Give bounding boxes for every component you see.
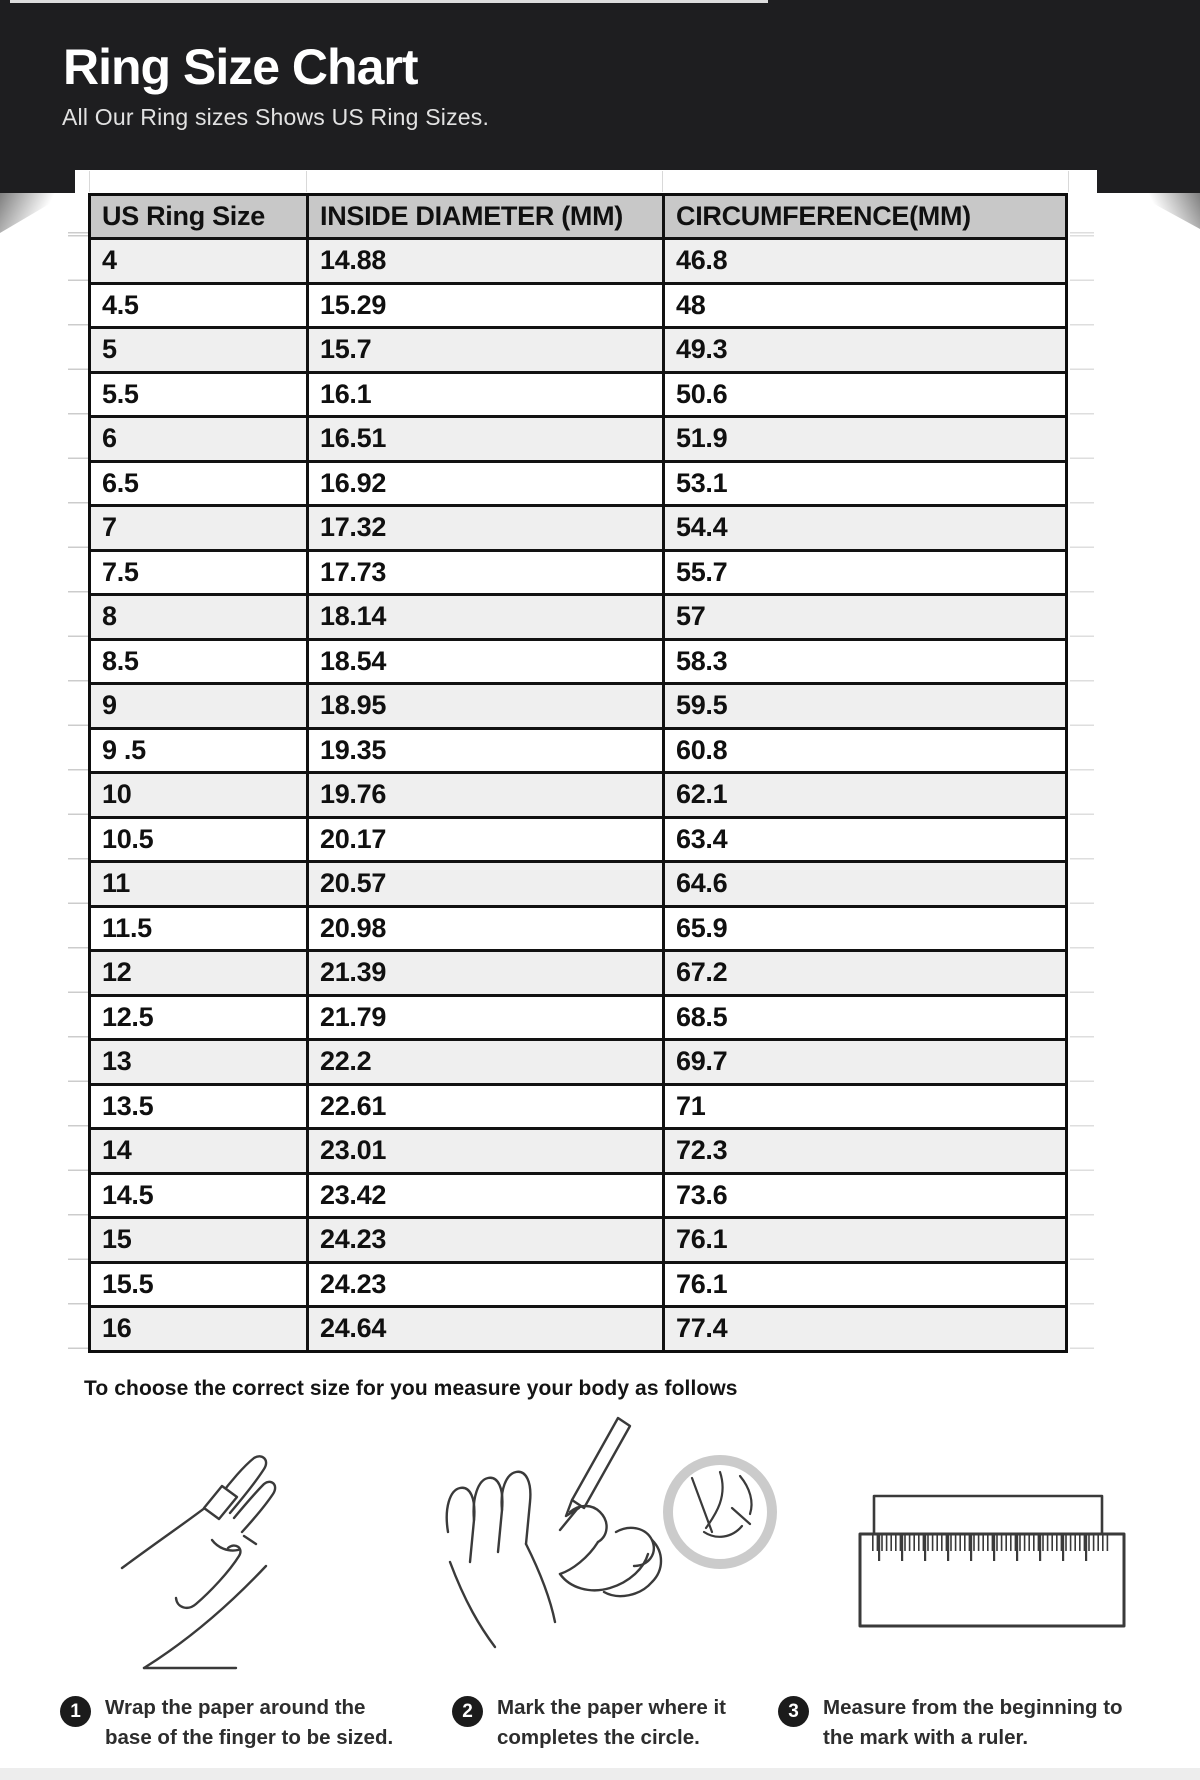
table-cell: 60.8 (665, 730, 1065, 772)
step-1-number-badge: 1 (60, 1696, 91, 1727)
step-3-number-badge: 3 (778, 1696, 809, 1727)
table-cell: 46.8 (665, 240, 1065, 282)
table-cell: 21.39 (309, 952, 662, 994)
table-cell: 69.7 (665, 1041, 1065, 1083)
bottom-edge-strip (0, 1768, 1200, 1780)
table-cell: 63.4 (665, 819, 1065, 861)
step-1-line2: base of the finger to be sized. (105, 1726, 394, 1749)
table-cell: 20.57 (309, 863, 662, 905)
table-cell: 16.51 (309, 418, 662, 460)
table-cell: 55.7 (665, 552, 1065, 594)
ring-size-table (88, 193, 1068, 1353)
column-header: US Ring Size (91, 196, 306, 237)
instructions-intro: To choose the correct size for you measure your body as follows (84, 1377, 738, 1400)
table-cell: 64.6 (665, 863, 1065, 905)
table-cell: 67.2 (665, 952, 1065, 994)
column-header: INSIDE DIAMETER (MM) (309, 196, 662, 237)
table-cell: 24.64 (309, 1308, 662, 1350)
gridline-segment (306, 171, 307, 192)
table-cell: 22.61 (309, 1086, 662, 1128)
column-header: CIRCUMFERENCE(MM) (665, 196, 1065, 237)
step-1 (60, 1693, 393, 1753)
table-cell: 6 (91, 418, 306, 460)
table-cell: 65.9 (665, 908, 1065, 950)
table-cell: 15.5 (91, 1264, 306, 1306)
table-cell: 15.29 (309, 285, 662, 327)
step-3-text (823, 1693, 1123, 1753)
table-cell: 76.1 (665, 1264, 1065, 1306)
step-3-line2: the mark with a ruler. (823, 1726, 1029, 1749)
table-cell: 57 (665, 596, 1065, 638)
ribbon-curl-shadow-left (0, 193, 68, 233)
table-cell: 62.1 (665, 774, 1065, 816)
ruler-measure-illustration (852, 1490, 1132, 1632)
table-cell: 5 (91, 329, 306, 371)
step-3 (778, 1693, 1123, 1753)
table-cell: 76.1 (665, 1219, 1065, 1261)
page-title: Ring Size Chart (63, 39, 418, 95)
row-gridline-ticks-left (68, 196, 90, 1356)
table-cell: 10.5 (91, 819, 306, 861)
table-cell: 4.5 (91, 285, 306, 327)
table-cell: 13.5 (91, 1086, 306, 1128)
table-cell: 11 (91, 863, 306, 905)
table-cell: 71 (665, 1086, 1065, 1128)
table-cell: 9 .5 (91, 730, 306, 772)
table-cell: 72.3 (665, 1130, 1065, 1172)
table-cell: 7.5 (91, 552, 306, 594)
table-cell: 23.01 (309, 1130, 662, 1172)
table-cell: 7 (91, 507, 306, 549)
hand-wrap-paper-illustration (108, 1448, 338, 1688)
table-cell: 11.5 (91, 908, 306, 950)
table-cell: 12.5 (91, 997, 306, 1039)
step-2-number-badge: 2 (452, 1696, 483, 1727)
table-cell: 58.3 (665, 641, 1065, 683)
hand-mark-paper-illustration (420, 1412, 780, 1667)
table-cell: 16.92 (309, 463, 662, 505)
table-cell: 53.1 (665, 463, 1065, 505)
page-subtitle: All Our Ring sizes Shows US Ring Sizes. (62, 104, 490, 130)
table-cell: 20.98 (309, 908, 662, 950)
step-3-line1: Measure from the beginning to (823, 1696, 1123, 1719)
table-cell: 14 (91, 1130, 306, 1172)
row-gridline-ticks-right (1070, 196, 1094, 1356)
table-cell: 23.42 (309, 1175, 662, 1217)
table-cell: 8 (91, 596, 306, 638)
table-cell: 18.14 (309, 596, 662, 638)
table-cell: 18.95 (309, 685, 662, 727)
table-cell: 19.76 (309, 774, 662, 816)
table-cell: 17.73 (309, 552, 662, 594)
table-cell: 15.7 (309, 329, 662, 371)
table-cell: 20.17 (309, 819, 662, 861)
ribbon-curl-shadow-right (1134, 193, 1200, 229)
table-cell: 68.5 (665, 997, 1065, 1039)
table-cell: 12 (91, 952, 306, 994)
table-cell: 9 (91, 685, 306, 727)
table-cell: 24.23 (309, 1264, 662, 1306)
ribbon-fold-right (1097, 168, 1200, 193)
table-cell: 19.35 (309, 730, 662, 772)
table-cell: 14.88 (309, 240, 662, 282)
table-cell: 10 (91, 774, 306, 816)
table-cell: 18.54 (309, 641, 662, 683)
gridline-segment (89, 171, 90, 192)
table-cell: 16 (91, 1308, 306, 1350)
step-2 (452, 1693, 726, 1753)
gridline-segment (662, 171, 663, 192)
table-cell: 54.4 (665, 507, 1065, 549)
table-cell: 59.5 (665, 685, 1065, 727)
table-cell: 24.23 (309, 1219, 662, 1261)
table-cell: 15 (91, 1219, 306, 1261)
table-cell: 21.79 (309, 997, 662, 1039)
table-cell: 14.5 (91, 1175, 306, 1217)
table-cell: 4 (91, 240, 306, 282)
table-cell: 8.5 (91, 641, 306, 683)
step-1-text (105, 1693, 393, 1753)
table-cell: 5.5 (91, 374, 306, 416)
table-cell: 49.3 (665, 329, 1065, 371)
table-cell: 22.2 (309, 1041, 662, 1083)
table-cell: 17.32 (309, 507, 662, 549)
step-2-line1: Mark the paper where it (497, 1696, 726, 1719)
table-cell: 73.6 (665, 1175, 1065, 1217)
step-2-line2: completes the circle. (497, 1726, 700, 1749)
step-2-text (497, 1693, 726, 1753)
table-cell: 50.6 (665, 374, 1065, 416)
table-cell: 48 (665, 285, 1065, 327)
table-cell: 16.1 (309, 374, 662, 416)
gridline-segment (1068, 171, 1069, 192)
table-cell: 13 (91, 1041, 306, 1083)
table-cell: 6.5 (91, 463, 306, 505)
ribbon-fold-left (0, 168, 75, 193)
table-cell: 77.4 (665, 1308, 1065, 1350)
table-cell: 51.9 (665, 418, 1065, 460)
top-edge-highlight (10, 0, 768, 3)
step-1-line1: Wrap the paper around the (105, 1696, 366, 1719)
